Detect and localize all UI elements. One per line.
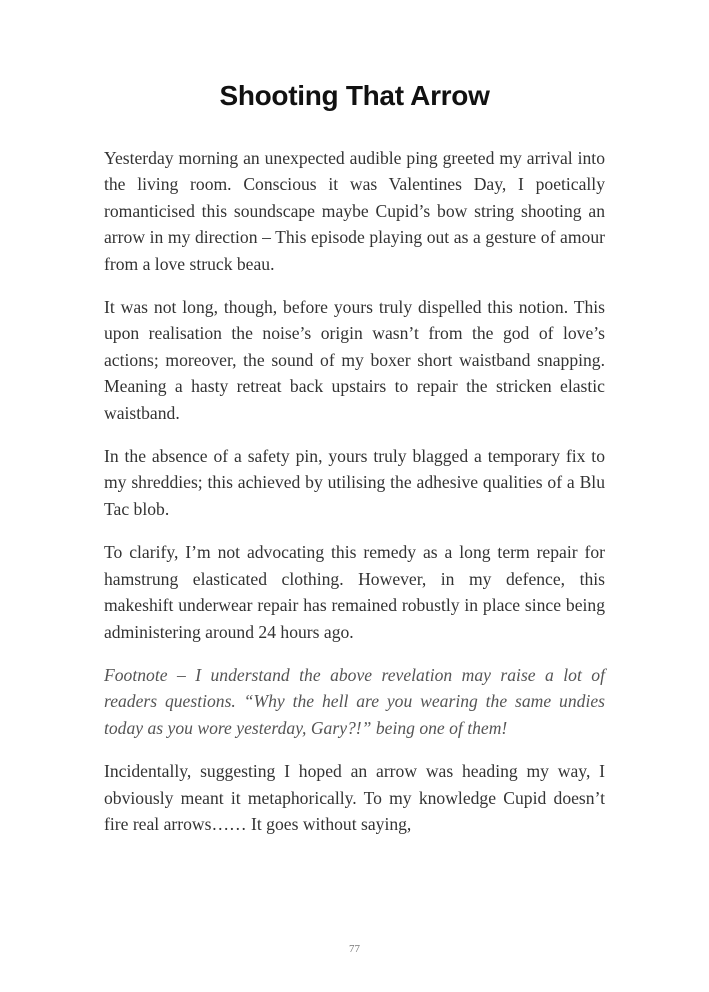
paragraph-2: It was not long, though, before yours truly dispelled this notion. This upon realisation the noise’s origin wasn’t from the god of love’s actions; moreover, the sound of my boxer short waistband snapping. Meaning a hasty retreat back upstairs to repair the stricken elastic waistband. — [104, 297, 605, 423]
page-number: 77 — [349, 943, 360, 955]
paragraph-3: In the absence of a safety pin, yours truly blagged a temporary fix to my shreddies; this achieved by utilising the adhesive qualities of a Blu Tac blob. — [104, 446, 605, 519]
paragraph-5: Incidentally, suggesting I hoped an arrow was heading my way, I obviously meant it metaphorically. To my knowledge Cupid doesn’t fire real arrows…… It goes without saying, — [104, 761, 605, 834]
page-title: Shooting That Arrow — [219, 80, 490, 111]
paragraph-4: To clarify, I’m not advocating this remedy as a long term repair for hamstrung elasticated clothing. However, in my defence, this makeshift underwear repair has remained robustly in place since being administering around 24 hours ago. — [104, 542, 605, 642]
chapter-body — [104, 145, 605, 854]
paragraph-1: Yesterday morning an unexpected audible ping greeted my arrival into the living room. Conscious it was Valentines Day, I poetically romanticised this soundscape maybe Cupid’s bow string shooting an arrow in my direction – This episode playing out as a gesture of amour from a love struck beau. — [104, 148, 605, 274]
footnote-paragraph: Footnote – I understand the above revelation may raise a lot of readers questions. “Why the hell are you wearing the same undies today as you wore yesterday, Gary?!” being one of them! — [104, 664, 605, 738]
